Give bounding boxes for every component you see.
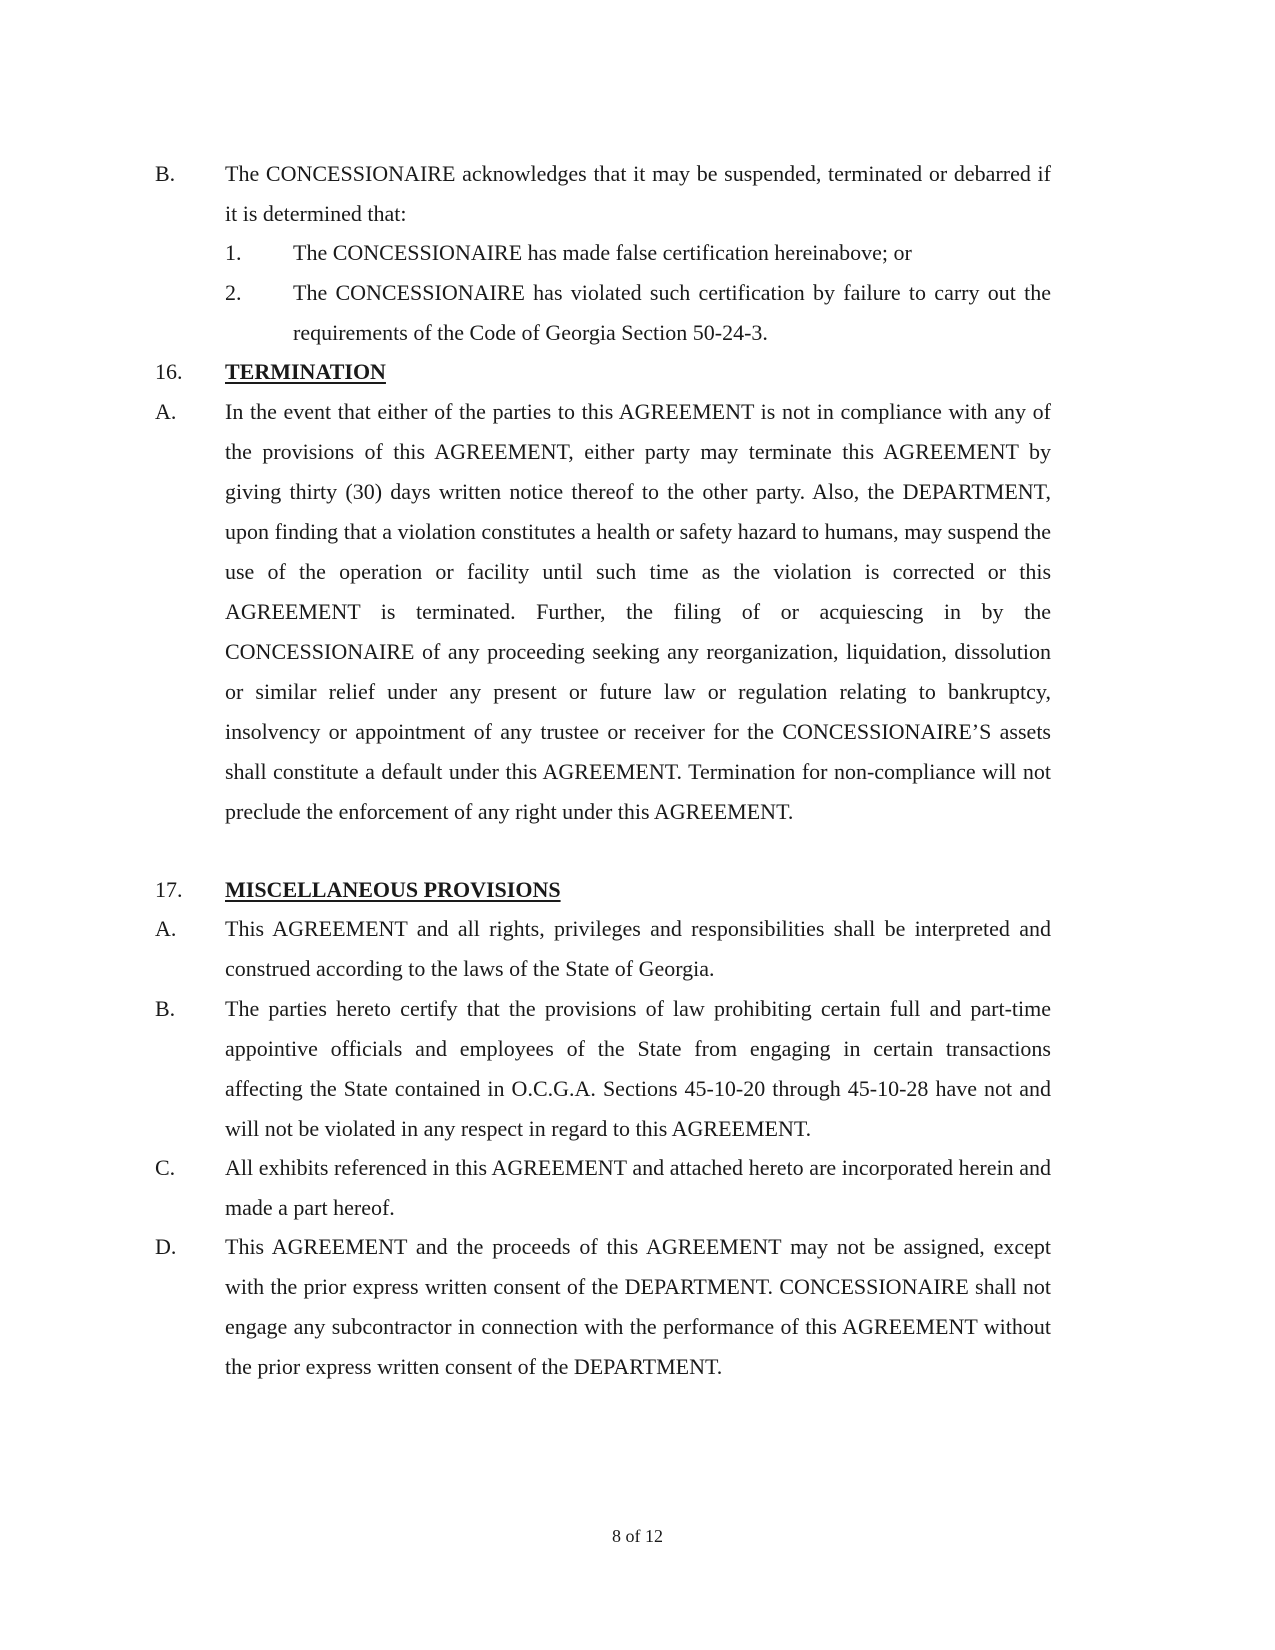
item-label: D. (155, 1234, 177, 1259)
item-label: B. (155, 996, 176, 1021)
item-text: In the event that either of the parties to this AGREEMENT is not in compliance with any of the provisions of this AGREEMENT, either party may terminate this AGREEMENT by giving thirty (30) days written notice thereof to the other party. Also, the DEPARTMENT, upon finding that a violation constitutes a health or safety hazard to humans, may suspend the use of the operation or facility until such time as the violation is corrected or this AGREEMENT is terminated. Further, the filing of or acquiescing in by the CONCESSIONAIRE of any proceeding seeking any reorganization, liquidation, dissolution or similar relief under any present or future law or regulation relating to bankruptcy, insolvency or appointment of any trustee or receiver for the CONCESSIONAIRE’S assets shall constitute a default under this AGREEMENT. Termination for non-compliance will not preclude the enforcement of any right under this AGREEMENT. (225, 399, 1051, 824)
item-text: The CONCESSIONAIRE acknowledges that it may be suspended, terminated or debarred if it is determined that: (225, 161, 1051, 226)
item-text: This AGREEMENT and all rights, privileges and responsibilities shall be interpreted and construed according to the laws of the State of Georgia. (225, 916, 1051, 981)
item-text: The parties hereto certify that the provisions of law prohibiting certain full and part-time appointive officials and employees of the State from engaging in certain transactions affecting the State contained in O.C.G.A. Sections 45-10-20 through 45-10-28 have not and will not be violated in any respect in regard to this AGREEMENT. (225, 996, 1051, 1141)
section-title: TERMINATION (225, 359, 386, 384)
subitem-text: The CONCESSIONAIRE has made false certification hereinabove; or (293, 240, 912, 265)
subitem-label: 2. (225, 280, 242, 305)
item-label: A. (155, 399, 177, 424)
item-text: This AGREEMENT and the proceeds of this AGREEMENT may not be assigned, except with the prior express written consent of the DEPARTMENT. CONCESSIONAIRE shall not engage any subcontractor in connection with the performance of this AGREEMENT without the prior express written consent of the DEPARTMENT. (225, 1234, 1051, 1379)
item-text: All exhibits referenced in this AGREEMENT and attached hereto are incorporated herein and made a part hereof. (225, 1155, 1051, 1220)
section-title: MISCELLANEOUS PROVISIONS (225, 877, 561, 902)
item-label: A. (155, 916, 177, 941)
section-number: 16. (155, 359, 183, 384)
section-number: 17. (155, 877, 183, 902)
page-number: 8 of 12 (612, 1526, 663, 1546)
item-label: B. (155, 161, 176, 186)
item-label: C. (155, 1155, 176, 1180)
subitem-text: The CONCESSIONAIRE has violated such certification by failure to carry out the requirements of the Code of Georgia Section 50-24-3. (293, 280, 1051, 345)
subitem-label: 1. (225, 240, 242, 265)
